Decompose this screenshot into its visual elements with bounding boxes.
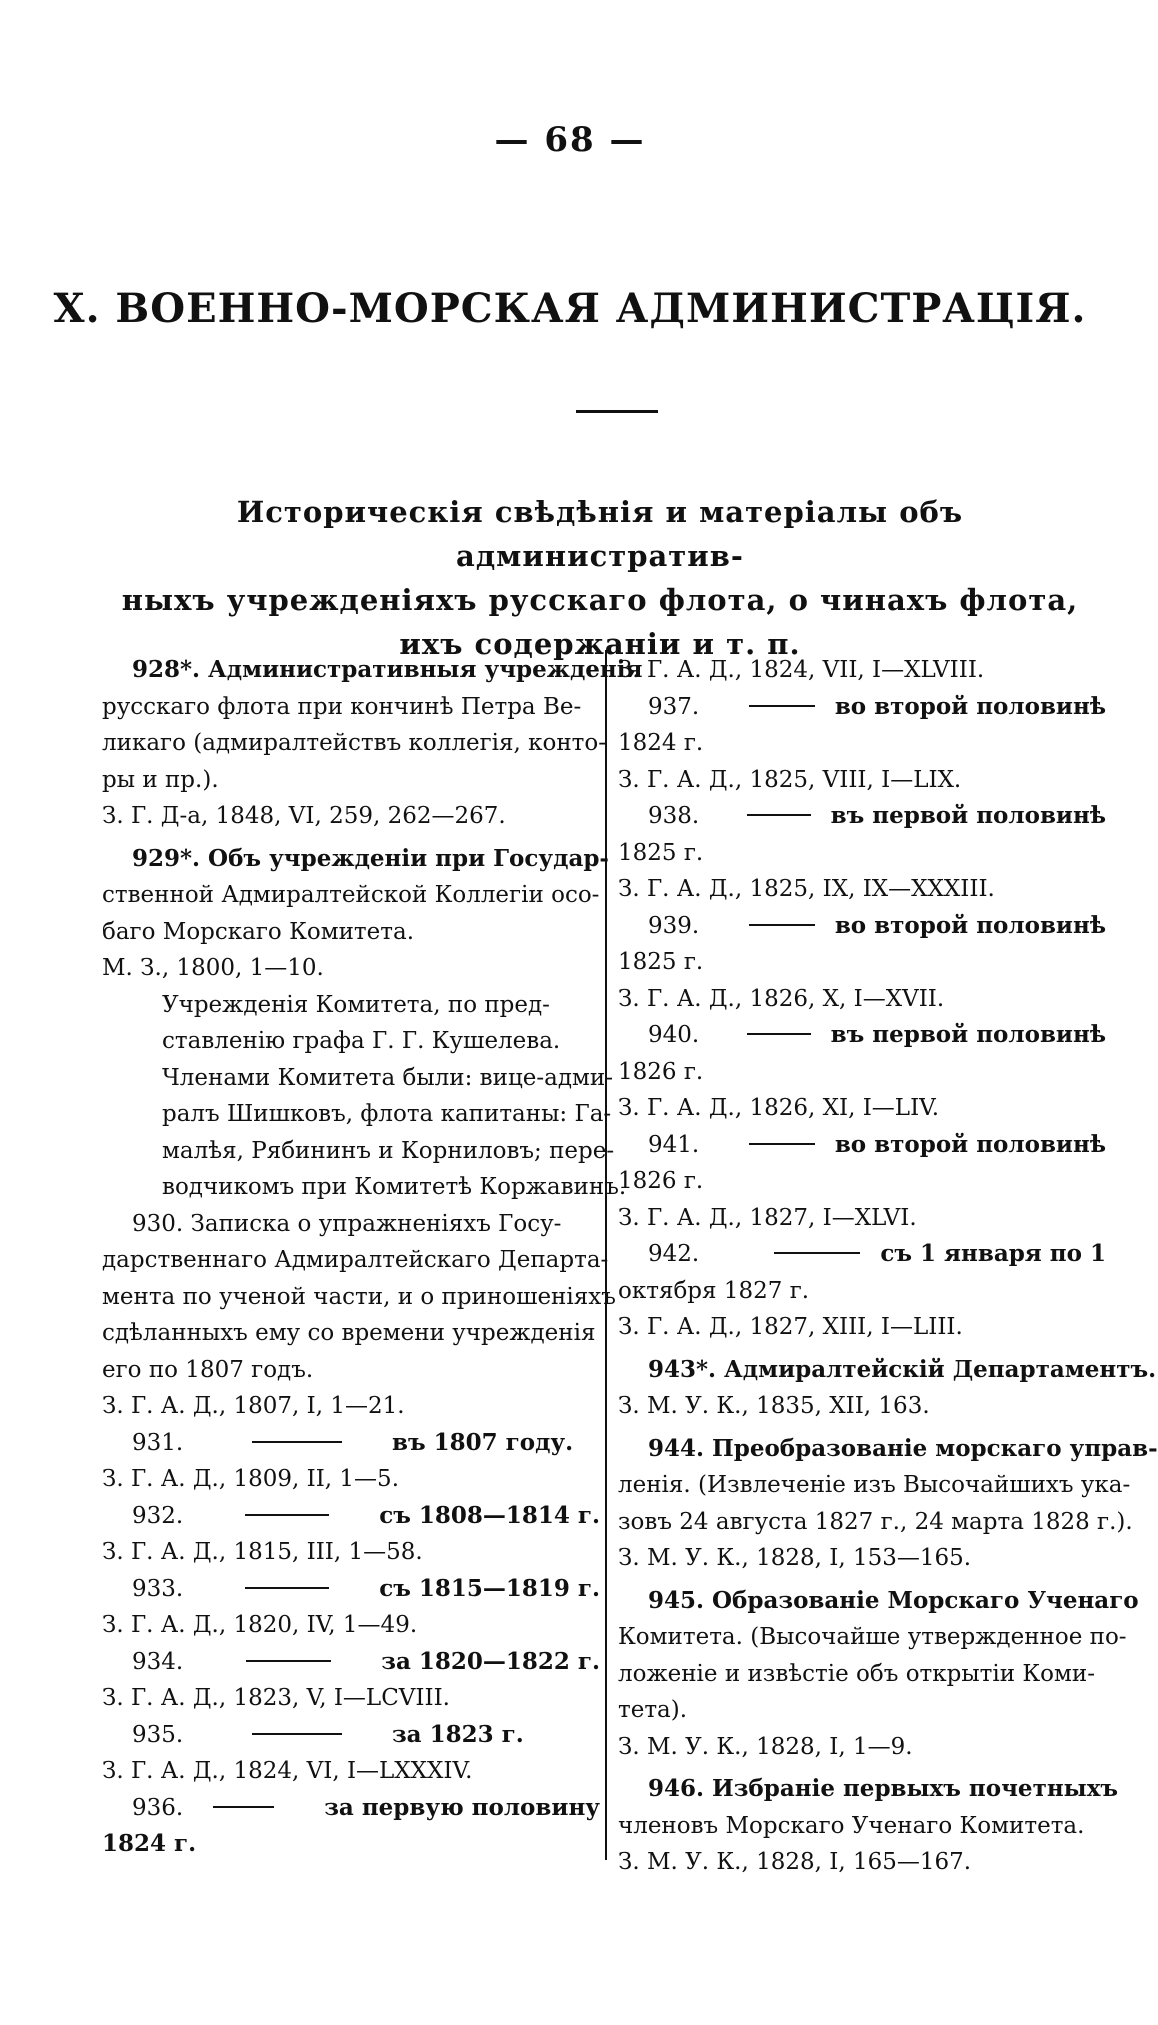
entry-944-line: 944. Преобразованіе морскаго управ- (648, 1434, 1158, 1462)
entry-934 (102, 1644, 600, 1681)
entry-931 (102, 1425, 600, 1462)
entry-945-line: тета). (618, 1697, 688, 1723)
entry-number: 942. (648, 1241, 700, 1267)
entry-number: 931. (132, 1429, 184, 1456)
entry-929-reference: М. З., 1800, 1—10. (102, 955, 324, 981)
entry-941-line: 1826 г. (618, 1168, 704, 1194)
entry-940 (618, 1017, 1106, 1054)
entry-929-line: 929*. Объ учрежденіи при Государ- (132, 844, 609, 872)
entry-text: во второй половинѣ (834, 692, 1106, 720)
entry-942-line: октября 1827 г. (618, 1277, 810, 1304)
entry-text: во второй половинѣ (834, 1130, 1106, 1158)
ditto-dash (252, 1441, 342, 1443)
page-number: — 68 — (494, 120, 646, 160)
entry-940-reference: З. Г. А. Д., 1826, XI, I—LIV. (618, 1095, 940, 1121)
entry-930-reference: З. Г. А. Д., 1807, I, 1—21. (102, 1393, 405, 1419)
entry-930-line: 930. Записка о упражненіяхъ Госу- (132, 1210, 562, 1237)
entry-946-line: 946. Избраніе первыхъ почетныхъ (648, 1775, 1119, 1802)
ditto-dash (747, 1033, 811, 1035)
entry-937-line: 1824 г. (618, 730, 704, 756)
subtitle-line-1: Историческія свѣдѣнія и матеріалы объ административ- (236, 495, 964, 573)
entry-939 (618, 908, 1106, 945)
ditto-dash (252, 1733, 342, 1735)
entry-text: за 1823 г. (392, 1720, 524, 1748)
entry-number: 932. (132, 1502, 184, 1529)
entry-number: 940. (648, 1022, 700, 1048)
entry-937-reference: З. Г. А. Д., 1825, VIII, I—LIX. (618, 766, 962, 793)
entry-929-note: ставленію графа Г. Г. Кушелева. (162, 1028, 561, 1054)
entry-935 (102, 1717, 600, 1754)
entry-929-note: Членами Комитета были: вице-адми- (162, 1064, 613, 1091)
entry-933 (102, 1571, 600, 1608)
entry-946-line: членовъ Морскаго Ученаго Комитета. (618, 1812, 1085, 1839)
entry-929-line: баго Морскаго Комитета. (102, 918, 415, 945)
entry-number: 934. (132, 1648, 184, 1675)
entry-number: 941. (648, 1131, 700, 1158)
entry-930-line: дарственнаго Адмиралтейскаго Департа- (102, 1247, 609, 1273)
entry-941 (618, 1127, 1106, 1164)
entry-929-note: ралъ Шишковъ, флота капитаны: Га- (162, 1101, 612, 1127)
entry-929-line: ственной Адмиралтейской Коллегіи осо- (102, 882, 600, 908)
entry-935-reference: З. Г. А. Д., 1824, VI, I—LXXXIV. (102, 1758, 473, 1784)
entry-text: съ 1 января по 1 (880, 1240, 1106, 1267)
entry-946-reference: З. М. У. К., 1828, I, 165—167. (618, 1849, 972, 1875)
entry-934-reference: З. Г. А. Д., 1823, V, I—LCVIII. (102, 1685, 450, 1711)
entry-text: въ 1807 году. (392, 1428, 574, 1456)
entry-text: въ первой половинѣ (830, 1021, 1106, 1048)
entry-number: 936. (132, 1794, 184, 1821)
entry-931-reference: З. Г. А. Д., 1809, II, 1—5. (102, 1466, 400, 1492)
entry-944-line: ленія. (Извлеченіе изъ Высочайшихъ ука- (618, 1472, 1131, 1498)
ditto-dash (749, 1143, 815, 1145)
entry-945-line: 945. Образованіе Морскаго Ученаго (648, 1586, 1139, 1614)
entry-930-line: сдѣланныхъ ему со времени учрежденія (102, 1320, 596, 1346)
entry-944-reference: З. М. У. К., 1828, I, 153—165. (618, 1545, 972, 1571)
entry-number: 938. (648, 803, 700, 829)
entry-938-reference: З. Г. А. Д., 1825, IX, IX—XXXIII. (618, 876, 995, 902)
entry-932 (102, 1498, 600, 1535)
entry-943-line: 943*. Адмиралтейскій Департаментъ. (648, 1355, 1157, 1383)
entry-945-line: ложеніе и извѣстіе объ открытіи Коми- (618, 1660, 1096, 1687)
entry-text: съ 1815—1819 г. (379, 1574, 600, 1602)
section-title: X. ВОЕННО-МОРСКАЯ АДМИНИСТРАЦІЯ. (53, 285, 1087, 332)
title-rule (576, 410, 658, 413)
entry-944-line: зовъ 24 августа 1827 г., 24 марта 1828 г.). (618, 1508, 1133, 1535)
subtitle-line-2: ныхъ учрежденіяхъ русскаго флота, о чинахъ флота, (121, 583, 1079, 617)
entry-928-line: ры и пр.). (102, 766, 219, 793)
entry-number: 933. (132, 1575, 184, 1602)
entry-945-line: Комитета. (Высочайше утвержденное по- (618, 1624, 1127, 1650)
entry-929-note: малѣя, Рябининъ и Корниловъ; пере- (162, 1137, 615, 1164)
entry-933-reference: З. Г. А. Д., 1820, IV, 1—49. (102, 1612, 418, 1638)
entry-936-line: 1824 г. (102, 1830, 197, 1857)
entry-text: съ 1808—1814 г. (379, 1501, 600, 1529)
ditto-dash (213, 1806, 274, 1808)
entry-939-line: 1825 г. (618, 949, 704, 975)
entry-928-line: 928*. Административныя учрежденія (132, 656, 643, 683)
entry-930-line: мента по ученой части, и о приношеніяхъ (102, 1283, 616, 1310)
entry-936-reference: З. Г. А. Д., 1824, VII, I—XLVIII. (618, 657, 985, 683)
ditto-dash (749, 705, 815, 707)
entry-930-line: его по 1807 годъ. (102, 1356, 314, 1383)
ditto-dash (747, 814, 811, 816)
ditto-dash (246, 1660, 331, 1662)
left-column (102, 652, 643, 1863)
entry-text: за первую половину (324, 1793, 600, 1821)
entry-932-reference: З. Г. А. Д., 1815, III, 1—58. (102, 1539, 423, 1565)
entry-941-reference: З. Г. А. Д., 1827, I—XLVI. (618, 1204, 917, 1231)
entry-938 (618, 798, 1106, 835)
entry-number: 939. (648, 912, 700, 939)
entry-929-note: Учрежденія Комитета, по пред- (162, 991, 550, 1018)
entry-928-line: ликаго (адмиралтействъ коллегія, конто- (102, 730, 607, 756)
entry-943-reference: З. М. У. К., 1835, XII, 163. (618, 1393, 930, 1419)
entry-940-line: 1826 г. (618, 1058, 704, 1085)
ditto-dash (245, 1587, 330, 1589)
entry-928-reference: З. Г. Д-а, 1848, VI, 259, 262—267. (102, 803, 506, 829)
subtitle (100, 490, 1100, 666)
entry-text: въ первой половинѣ (830, 802, 1106, 829)
entry-938-line: 1825 г. (618, 839, 704, 866)
entry-text: во второй половинѣ (834, 911, 1106, 939)
entry-945-reference: З. М. У. К., 1828, I, 1—9. (618, 1733, 913, 1760)
ditto-dash (749, 924, 815, 926)
entry-928-line: русскаго флота при кончинѣ Петра Ве- (102, 693, 582, 720)
right-column (618, 652, 1158, 1881)
entry-text: за 1820—1822 г. (381, 1647, 600, 1675)
ditto-dash (774, 1252, 860, 1254)
entry-937 (618, 689, 1106, 726)
entry-939-reference: З. Г. А. Д., 1826, X, I—XVII. (618, 985, 945, 1012)
entry-929-note: водчикомъ при Комитетѣ Коржавинъ. (162, 1174, 627, 1200)
entry-936 (102, 1790, 600, 1827)
entry-number: 935. (132, 1721, 184, 1748)
subtitle-line-3: ихъ содержаніи и т. п. (399, 627, 801, 661)
entry-942 (618, 1236, 1106, 1273)
entry-942-reference: З. Г. А. Д., 1827, XIII, I—LIII. (618, 1314, 963, 1340)
ditto-dash (245, 1514, 330, 1516)
entry-number: 937. (648, 693, 700, 720)
